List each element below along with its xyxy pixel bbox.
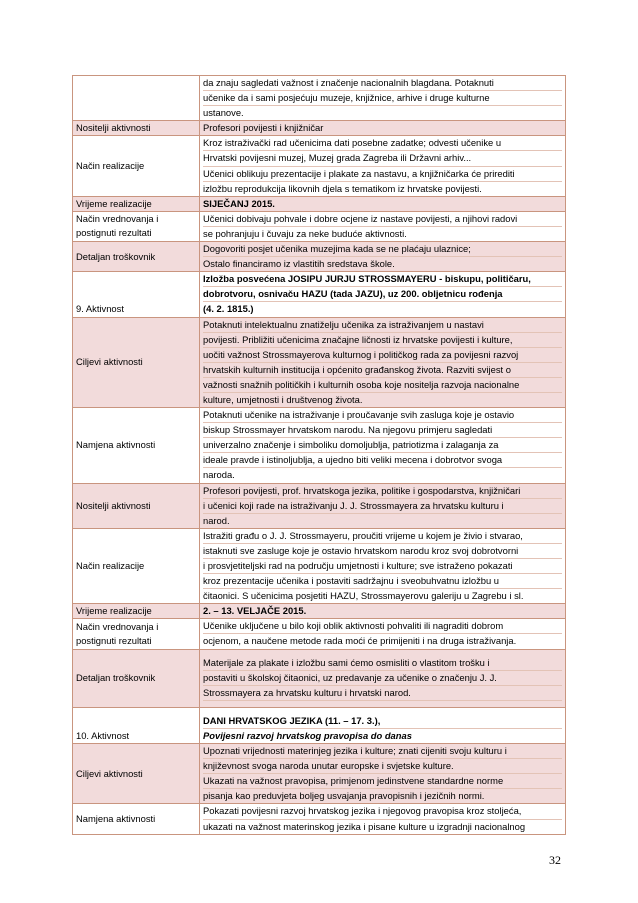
table-row [73,317,566,408]
row-value: 2. – 13. VELJAČE 2015. [200,604,566,619]
row-value: Istražiti građu o J. J. Strossmayeru, proučiti vrijeme u kojem je živio i stvarao, istaknuti sve zasluge koje je ostavio hrvatskom narodu kroz svoj dobrotvorni i prosvjetiteljski rad na području umjetnosti i kulture; sve istraženo pokazati kroz prezentacije učenika i postaviti sadržajnu i sveobuhvatnu izložbu u čitaonici. S učenicima posjetiti HAZU, Strossmayerovu galeriju u Zagrebu i sl. [200,528,566,603]
row-value: SIJEČANJ 2015. [200,196,566,211]
table-row [73,804,566,834]
row-value: Potaknuti učenike na istraživanje i proučavanje svih zasluga koje je ostavio biskup Strossmayer hrvatskom narodu. Na njegovu primjeru sagledati univerzalno značenje i simboliku domoljublja, patriotizma i zalaganja za ideale pravde i istinoljublja, a ujedno biti veliki mecena i dobrotvor svoga naroda. [200,408,566,483]
row-label: Vrijeme realizacije [73,604,200,619]
row-label: Ciljevi aktivnosti [73,317,200,408]
row-value: Potaknuti intelektualnu znatiželju učenika za istraživanjem u nastavi povijesti. Približiti učenicima značajne ličnosti iz hrvatske povijesti i kulture, uočiti važnost Strossmayerova kulturnog i političkog rada za povijesni razvoj hrvatskih kulturnih institucija i općenito građanskog života. Razviti svijest o važnosti snažnih političkih i kulturnih osoba koje nositelja razvoja nacionalne kulture, umjetnosti i društvenog života. [200,317,566,408]
table-row [73,408,566,483]
row-value: Učenici dobivaju pohvale i dobre ocjene iz nastave povijesti, a njihovi radovi se pohranjuju i čuvaju za neke buduće aktivnosti. [200,211,566,241]
row-label: Način vrednovanja i postignuti rezultati [73,619,200,649]
row-label: Način realizacije [73,528,200,603]
table-row [73,196,566,211]
row-value: Učenike uključene u bilo koji oblik aktivnosti pohvaliti ili nagraditi dobrom ocjenom, a naučene metode rada moći će primijeniti i na druga istraživanja. [200,619,566,649]
table-row [73,136,566,196]
table-row [73,272,566,317]
table-row [73,619,566,649]
row-value: Profesori povijesti i knjižničar [200,121,566,136]
row-label: Vrijeme realizacije [73,196,200,211]
row-label: Detaljan troškovnik [73,242,200,272]
row-value: Dogovoriti posjet učenika muzejima kada se ne plaćaju ulaznice; Ostalo financiramo iz vlastitih sredstava škole. [200,242,566,272]
row-label: 9. Aktivnost [73,272,200,317]
table-row [73,76,566,121]
table-row [73,211,566,241]
row-value: da znaju sagledati važnost i značenje nacionalnih blagdana. Potaknuti učenike da i sami posjećuju muzeje, knjižnice, arhive i druge kulturne ustanove. [200,76,566,121]
row-label: Nositelji aktivnosti [73,483,200,528]
row-label [73,76,200,121]
table-row [73,707,566,743]
row-value: Materijale za plakate i izložbu sami ćemo osmisliti o vlastitom trošku i postaviti u školskoj čitaonici, uz predavanje za učenike o značenju J. J. Strossmayera za hrvatsku kulturu i hrvatski narod. [200,649,566,707]
row-value: Pokazati povijesni razvoj hrvatskog jezika i njegovog pravopisa kroz stoljeća, ukazati na važnost materinskog jezika i pisane kulture u izgradnji nacionalnog [200,804,566,834]
row-value: Izložba posvećena JOSIPU JURJU STROSSMAYERU - biskupu, političaru, dobrotvoru, osnivaču HAZU (tada JAZU), uz 200. obljetnicu rođenja (4. 2. 1815.) [200,272,566,317]
row-label: Ciljevi aktivnosti [73,744,200,804]
row-label: Namjena aktivnosti [73,804,200,834]
table-row [73,242,566,272]
row-label: Namjena aktivnosti [73,408,200,483]
row-label: Način vrednovanja i postignuti rezultati [73,211,200,241]
row-label: 10. Aktivnost [73,707,200,743]
activity-plan-table [72,75,566,835]
row-value: DANI HRVATSKOG JEZIKA (11. – 17. 3.), Povijesni razvoj hrvatskog pravopisa do danas [200,707,566,743]
row-label: Način realizacije [73,136,200,196]
table-row [73,121,566,136]
table-row [73,649,566,707]
table-row [73,604,566,619]
row-value: Kroz istraživački rad učenicima dati posebne zadatke; odvesti učenike u Hrvatski povijesni muzej, Muzej grada Zagreba ili Državni arhiv... Učenici oblikuju prezentacije i plakate za nastavu, a knjižničarka će prirediti izložbu reprodukcija likovnih djela s tematikom iz hrvatske povijesti. [200,136,566,196]
table-row [73,483,566,528]
row-label: Nositelji aktivnosti [73,121,200,136]
table-row [73,528,566,603]
page-number: 32 [549,853,561,867]
table-row [73,744,566,804]
row-value: Profesori povijesti, prof. hrvatskoga jezika, politike i gospodarstva, knjižničari i učenici koji rade na istraživanju J. J. Strossmayera za hrvatsku kulturu i narod. [200,483,566,528]
row-value: Upoznati vrijednosti materinjeg jezika i kulture; znati cijeniti svoju kulturu i književnost svoga naroda unutar europske i svjetske kulture. Ukazati na važnost pravopisa, primjenom jedinstvene standardne norme pisanja kao preduvjeta boljeg usvajanja pravopisnih i jezičnih normi. [200,744,566,804]
row-label: Detaljan troškovnik [73,649,200,707]
